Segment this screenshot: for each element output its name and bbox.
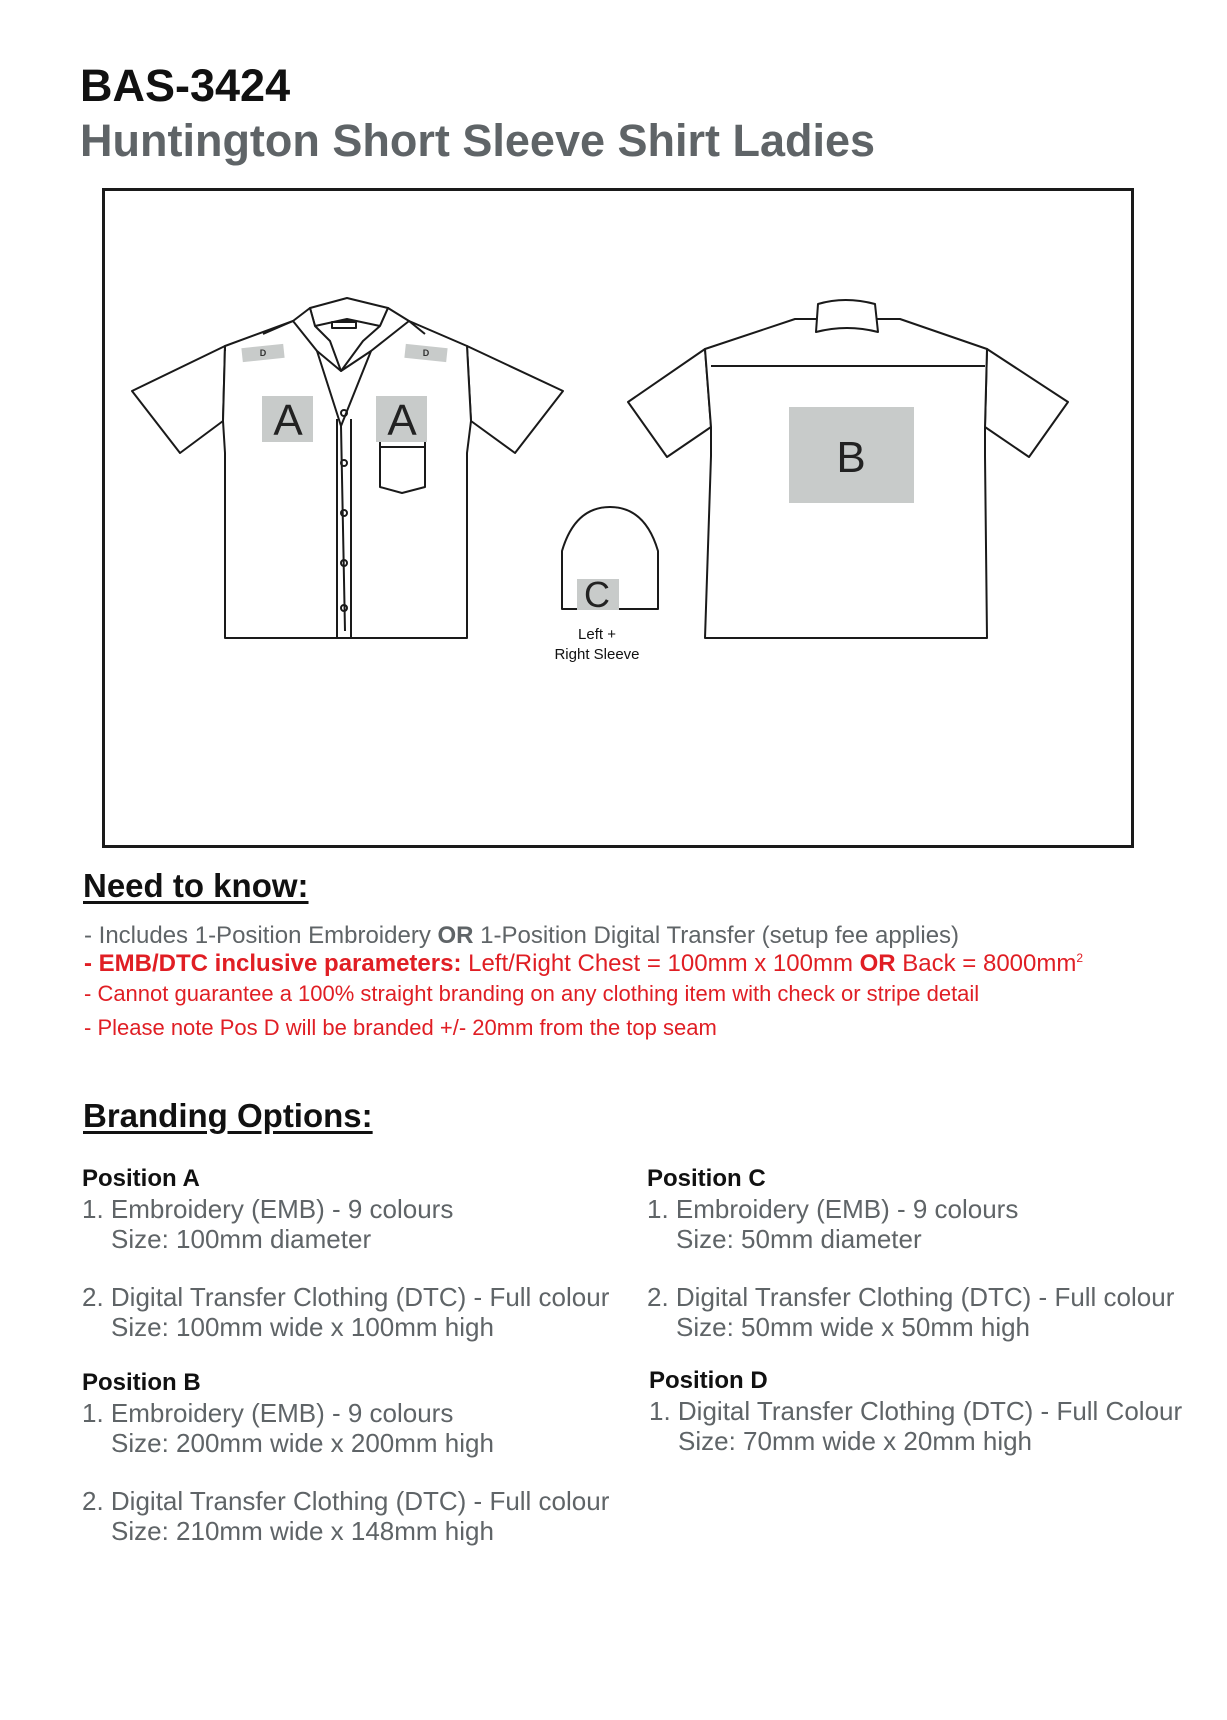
position-d-section <box>649 1366 1182 1456</box>
position-d-left-label: D <box>259 348 267 358</box>
sleeve-caption-line2: Right Sleeve <box>554 646 640 663</box>
position-c-option-1-size: Size: 50mm diameter <box>676 1224 922 1254</box>
note-line-1-or: OR <box>437 922 474 949</box>
garment-diagram-frame <box>102 188 1134 848</box>
position-d-option-1-size: Size: 70mm wide x 20mm high <box>678 1426 1033 1456</box>
position-c-label: C <box>584 574 610 615</box>
position-a-option-2: 2. Digital Transfer Clothing (DTC) - Full colour <box>82 1282 610 1312</box>
position-a-right-label: A <box>387 396 417 445</box>
position-a-option-1: 1. Embroidery (EMB) - 9 colours <box>82 1194 454 1224</box>
sleeve-caption-line1: Left + <box>578 626 616 643</box>
product-title: Huntington Short Sleeve Shirt Ladies <box>80 115 876 166</box>
position-b-marker <box>789 407 914 503</box>
product-code: BAS-3424 <box>80 60 291 111</box>
note-line-1 <box>84 922 959 950</box>
position-a-section <box>82 1164 609 1342</box>
position-a-title: Position A <box>82 1165 200 1192</box>
position-d-option-1: 1. Digital Transfer Clothing (DTC) - Full Colour <box>649 1396 1183 1426</box>
note-line-1-pre: - Includes 1-Position Embroidery <box>84 922 438 949</box>
position-c-option-2: 2. Digital Transfer Clothing (DTC) - Full colour <box>647 1282 1175 1312</box>
position-b-option-2-size: Size: 210mm wide x 148mm high <box>111 1516 494 1546</box>
note-line-2-sup: 2 <box>1076 951 1084 965</box>
position-a-option-2-size: Size: 100mm wide x 100mm high <box>111 1312 494 1342</box>
position-b-title: Position B <box>82 1369 201 1396</box>
position-b-option-2: 2. Digital Transfer Clothing (DTC) - Full colour <box>82 1486 610 1516</box>
position-c-title: Position C <box>647 1165 766 1192</box>
need-to-know-heading: Need to know: <box>83 867 309 904</box>
branding-options-heading: Branding Options: <box>83 1097 373 1134</box>
position-c-section <box>647 1164 1174 1342</box>
position-a-option-1-size: Size: 100mm diameter <box>111 1224 372 1254</box>
garment-diagram <box>105 191 1131 845</box>
position-a-left-label: A <box>273 396 303 445</box>
position-b-section <box>82 1368 609 1546</box>
position-d-title: Position D <box>649 1367 768 1394</box>
position-b-label: B <box>836 433 866 482</box>
position-c-option-2-size: Size: 50mm wide x 50mm high <box>676 1312 1031 1342</box>
position-b-option-1: 1. Embroidery (EMB) - 9 colours <box>82 1398 454 1428</box>
note-line-2-bold: - EMB/DTC inclusive parameters: <box>84 950 462 977</box>
note-line-4: - Please note Pos D will be branded +/- 20mm from the top seam <box>84 1015 717 1040</box>
note-line-2 <box>84 950 1083 978</box>
note-line-2-post: Back = 8000mm <box>895 950 1077 977</box>
position-d-right-label: D <box>422 348 430 358</box>
note-line-1-post: 1-Position Digital Transfer (setup fee applies) <box>473 922 960 949</box>
position-c-option-1: 1. Embroidery (EMB) - 9 colours <box>647 1194 1019 1224</box>
note-line-2-mid: Left/Right Chest = 100mm x 100mm <box>461 950 860 977</box>
note-line-3: - Cannot guarantee a 100% straight branding on any clothing item with check or stripe detail <box>84 981 980 1006</box>
front-shirt-drawing <box>132 298 563 638</box>
note-line-2-or: OR <box>859 950 896 977</box>
position-b-option-1-size: Size: 200mm wide x 200mm high <box>111 1428 494 1458</box>
